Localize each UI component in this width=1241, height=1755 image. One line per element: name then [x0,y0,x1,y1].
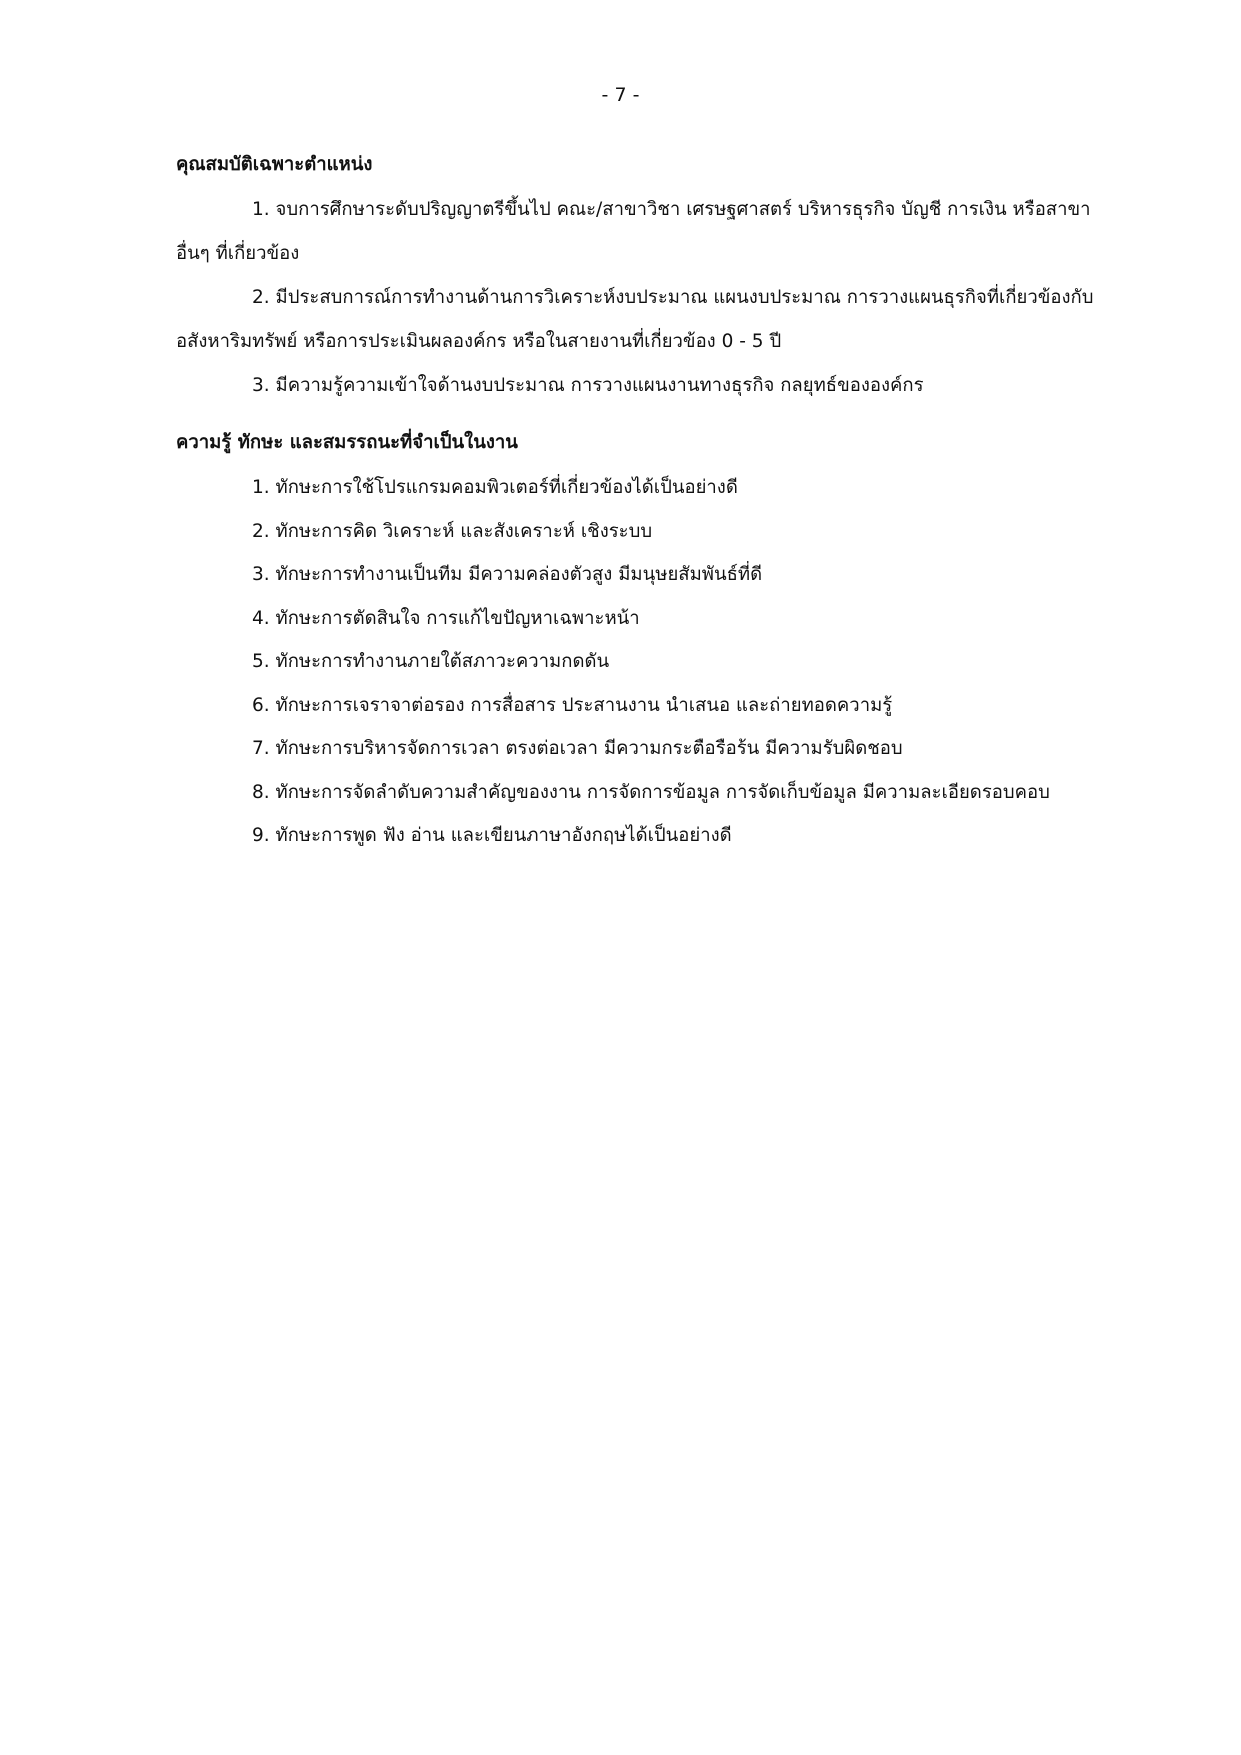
page-number: - 7 - [601,84,640,106]
skills-heading: ความรู้ ทักษะ และสมรรถนะที่จำเป็นในงาน [176,432,518,453]
skill-item: 2. ทักษะการคิด วิเคราะห์ และสังเคราะห์ เชิงระบบ [252,520,653,542]
skill-item: 4. ทักษะการตัดสินใจ การแก้ไขปัญหาเฉพาะหน้า [252,607,640,629]
skills-list [176,466,1116,858]
qualification-item: 2. มีประสบการณ์การทำงานด้านการวิเคราะห์งบประมาณ แผนงบประมาณ การวางแผนธุรกิจที่เกี่ยวข้องกับอสังหาริมทรัพย์ หรือการประเมินผลองค์กร หรือในสายงานที่เกี่ยวข้อง 0 - 5 ปี [176,287,1094,352]
skill-item: 3. ทักษะการทำงานเป็นทีม มีความคล่องตัวสูง มีมนุษยสัมพันธ์ที่ดี [252,564,763,585]
skill-item: 1. ทักษะการใช้โปรแกรมคอมพิวเตอร์ที่เกี่ยวข้องได้เป็นอย่างดี [252,477,738,498]
skill-item: 8. ทักษะการจัดลำดับความสำคัญของงาน การจัดการข้อมูล การจัดเก็บข้อมูล มีความละเอียดรอบคอบ [252,781,1050,803]
qualification-item: 1. จบการศึกษาระดับปริญญาตรีขึ้นไป คณะ/สาขาวิชา เศรษฐศาสตร์ บริหารธุรกิจ บัญชี การเงิน หรือสาขาอื่นๆ ที่เกี่ยวข้อง [176,199,1091,264]
skill-item: 5. ทักษะการทำงานภายใต้สภาวะความกดดัน [252,651,610,672]
qualification-item: 3. มีความรู้ความเข้าใจด้านงบประมาณ การวางแผนงานทางธุรกิจ กลยุทธ์ขององค์กร [252,375,924,396]
skill-item: 6. ทักษะการเจราจาต่อรอง การสื่อสาร ประสานงาน นำเสนอ และถ่ายทอดความรู้ [252,694,893,716]
qualifications-heading: คุณสมบัติเฉพาะตำแหน่ง [176,154,373,175]
skill-item: 7. ทักษะการบริหารจัดการเวลา ตรงต่อเวลา มีความกระตือรือร้น มีความรับผิดชอบ [252,738,903,759]
skill-item: 9. ทักษะการพูด ฟัง อ่าน และเขียนภาษาอังกฤษได้เป็นอย่างดี [252,825,732,846]
document-body [176,150,1116,858]
